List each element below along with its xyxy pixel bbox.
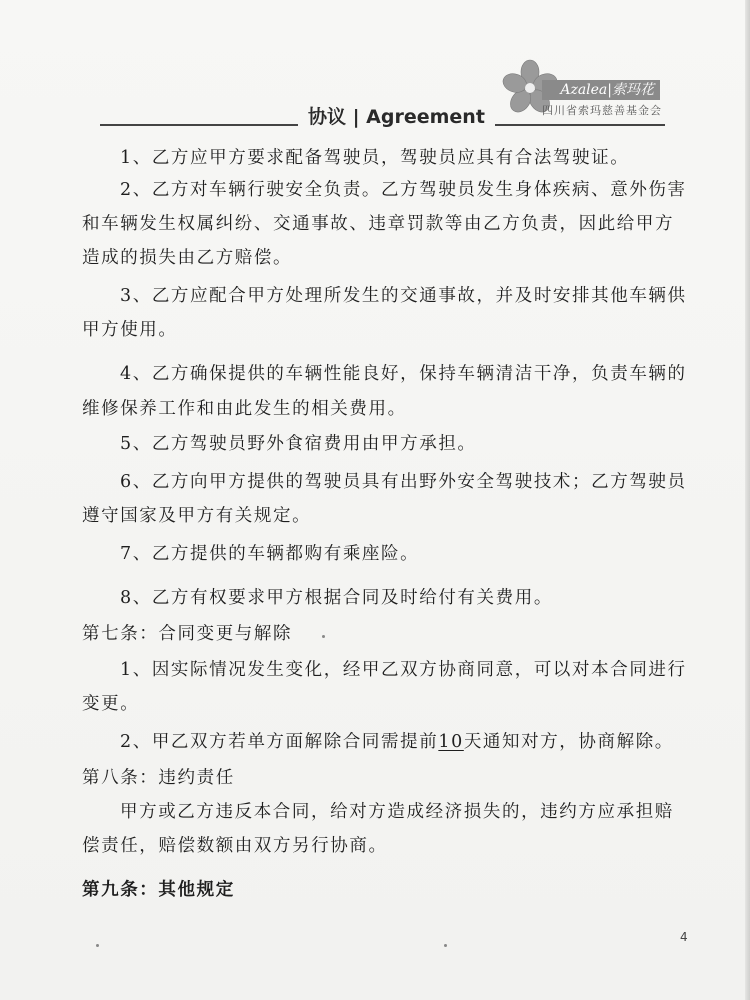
article-7-item-2-suffix: 天通知对方，协商解除。: [463, 732, 674, 752]
clause-3-line-2: 甲方使用。: [82, 320, 178, 340]
page-number: 4: [680, 930, 688, 944]
clause-4-line-1: 4、乙方确保提供的车辆性能良好，保持车辆清洁干净，负责车辆的: [120, 364, 687, 384]
article-8-heading: 第八条：违约责任: [82, 768, 235, 788]
logo-brand-name: Azalea|索玛花: [542, 80, 660, 100]
clause-7: 7、乙方提供的车辆都购有乘座险。: [120, 544, 420, 564]
logo-subtitle: 四川省索玛慈善基金会: [542, 104, 662, 117]
scan-speck: [444, 944, 447, 947]
clause-2-line-3: 造成的损失由乙方赔偿。: [82, 248, 293, 268]
clause-3-line-1: 3、乙方应配合甲方处理所发生的交通事故，并及时安排其他车辆供: [120, 286, 687, 306]
article-8-body-line-2: 偿责任，赔偿数额由双方另行协商。: [82, 836, 388, 856]
article-7-item-2-prefix: 2、甲乙双方若单方面解除合同需提前: [120, 732, 439, 752]
clause-1: 1、乙方应甲方要求配备驾驶员，驾驶员应具有合法驾驶证。: [120, 148, 630, 168]
article-8-body-line-1: 甲方或乙方违反本合同，给对方造成经济损失的，违约方应承担赔: [120, 802, 674, 822]
scan-speck: [96, 944, 99, 947]
scan-speck: [322, 635, 325, 638]
clause-6-line-2: 遵守国家及甲方有关规定。: [82, 506, 312, 526]
page-title: 协议 | Agreement: [298, 104, 495, 130]
clause-2-line-1: 2、乙方对车辆行驶安全负责。乙方驾驶员发生身体疾病、意外伤害: [120, 180, 687, 200]
clause-5: 5、乙方驾驶员野外食宿费用由甲方承担。: [120, 434, 477, 454]
clause-8: 8、乙方有权要求甲方根据合同及时给付有关费用。: [120, 588, 553, 608]
article-9-heading: 第九条：其他规定: [82, 880, 235, 900]
scan-edge: [745, 0, 750, 1000]
clause-6-line-1: 6、乙方向甲方提供的驾驶员具有出野外安全驾驶技术；乙方驾驶员: [120, 472, 687, 492]
clause-2-line-2: 和车辆发生权属纠纷、交通事故、违章罚款等由乙方负责，因此给甲方: [82, 214, 675, 234]
article-7-item-2: [120, 726, 685, 759]
notice-days: 10: [438, 732, 464, 752]
clause-4-line-2: 维修保养工作和由此发生的相关费用。: [82, 399, 407, 419]
article-7-heading: 第七条：合同变更与解除: [82, 624, 293, 644]
foundation-logo: [500, 58, 670, 118]
article-7-item-1-line-2: 变更。: [82, 694, 140, 714]
article-7-item-1-line-1: 1、因实际情况发生变化，经甲乙双方协商同意，可以对本合同进行: [120, 660, 687, 680]
